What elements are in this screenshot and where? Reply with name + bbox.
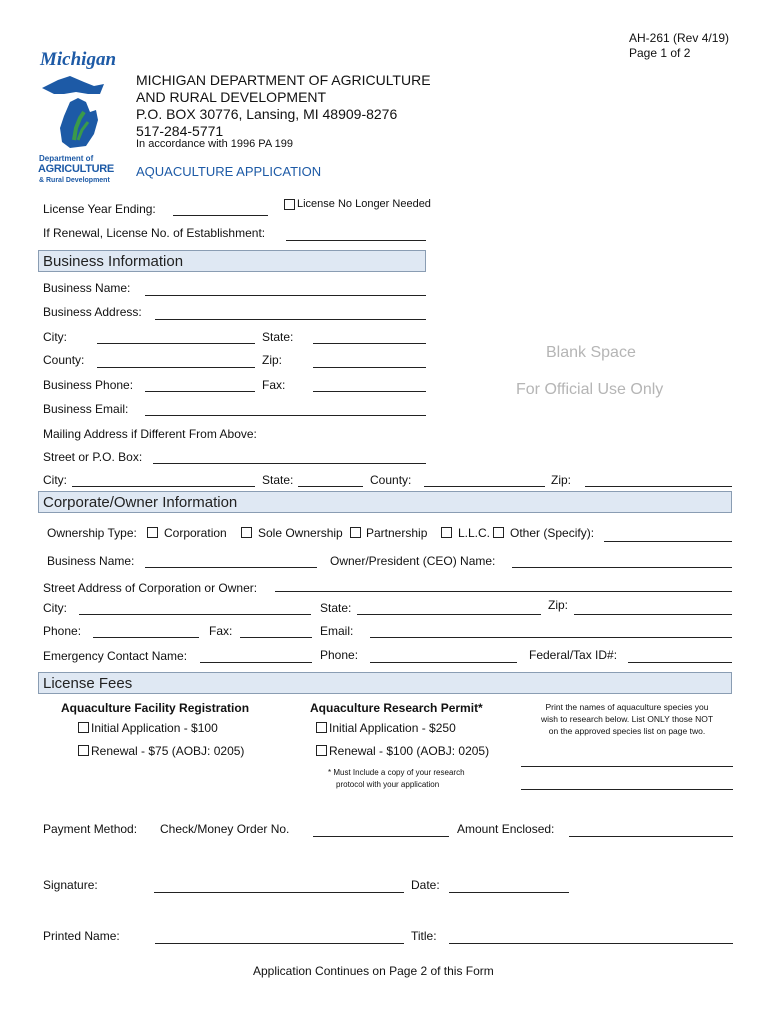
business-phone-field[interactable] [145, 391, 255, 392]
facility-initial-checkbox[interactable] [78, 722, 89, 733]
federal-tax-label: Federal/Tax ID#: [529, 648, 618, 662]
owner-name-label: Owner/President (CEO) Name: [330, 554, 496, 568]
ownership-type-label: Ownership Type: [47, 526, 137, 540]
license-no-longer-needed-checkbox[interactable] [284, 199, 295, 210]
other-checkbox[interactable] [493, 527, 504, 538]
research-initial-checkbox[interactable] [316, 722, 327, 733]
renewal-license-label: If Renewal, License No. of Establishment: [43, 226, 266, 240]
county-label: County: [43, 353, 85, 367]
corp-city-field[interactable] [79, 614, 311, 615]
county-field[interactable] [97, 367, 255, 368]
payment-method-label: Payment Method: [43, 822, 138, 836]
mailing-address-label: Mailing Address if Different From Above: [43, 427, 257, 441]
business-name-label: Business Name: [43, 281, 131, 295]
business-phone-label: Business Phone: [43, 378, 134, 392]
emergency-phone-field[interactable] [370, 662, 517, 663]
logo-agriculture-text: AGRICULTURE [38, 163, 114, 175]
corp-street-label: Street Address of Corporation or Owner: [43, 581, 258, 595]
llc-checkbox[interactable] [441, 527, 452, 538]
species-instr-line2: wish to research below. List ONLY those NOT [540, 714, 714, 724]
signature-label: Signature: [43, 878, 98, 892]
species-instructions [521, 701, 733, 737]
page-number: Page 1 of 2 [629, 46, 691, 60]
printed-name-field[interactable] [155, 943, 404, 944]
agency-line1: MICHIGAN DEPARTMENT OF AGRICULTURE [136, 72, 431, 88]
official-use-line2: For Official Use Only [516, 381, 664, 398]
species-field-1[interactable] [521, 766, 733, 767]
printed-name-label: Printed Name: [43, 929, 120, 943]
check-number-field[interactable] [313, 836, 449, 837]
corp-state-label: State: [320, 601, 352, 615]
logo-michigan-text: Michigan [40, 49, 117, 70]
corporation-checkbox[interactable] [147, 527, 158, 538]
corp-email-label: Email: [320, 624, 354, 638]
corporation-label: Corporation [164, 526, 227, 540]
facility-registration-title: Aquaculture Facility Registration [61, 701, 250, 715]
corp-street-field[interactable] [275, 591, 732, 592]
logo-rural-text: & Rural Development [39, 177, 110, 184]
fax-field[interactable] [313, 391, 426, 392]
check-money-order-label: Check/Money Order No. [160, 822, 290, 836]
street-po-label: Street or P.O. Box: [43, 450, 143, 464]
agency-line2: AND RURAL DEVELOPMENT [136, 89, 327, 105]
michigan-map-icon [40, 72, 120, 152]
business-name-field[interactable] [145, 295, 426, 296]
corp-zip-field[interactable] [574, 614, 732, 615]
corp-state-field[interactable] [357, 614, 541, 615]
date-field[interactable] [449, 892, 569, 893]
corp-fax-field[interactable] [240, 637, 312, 638]
corp-city-label: City: [43, 601, 67, 615]
sole-ownership-label: Sole Ownership [258, 526, 343, 540]
corp-zip-label: Zip: [548, 598, 569, 612]
mailing-state-label: State: [262, 473, 294, 487]
license-year-label: License Year Ending: [43, 202, 156, 216]
city-label: City: [43, 330, 67, 344]
corp-phone-label: Phone: [43, 624, 82, 638]
amount-enclosed-label: Amount Enclosed: [457, 822, 555, 836]
business-email-label: Business Email: [43, 402, 129, 416]
agency-block [136, 72, 431, 140]
business-email-field[interactable] [145, 415, 426, 416]
agency-phone: 517-284-5771 [136, 123, 224, 139]
corp-business-name-field[interactable] [145, 567, 317, 568]
form-title: AQUACULTURE APPLICATION [136, 164, 322, 179]
emergency-phone-label: Phone: [320, 648, 359, 662]
license-year-field[interactable] [173, 215, 268, 216]
street-po-field[interactable] [153, 463, 426, 464]
facility-renewal-checkbox[interactable] [78, 745, 89, 756]
research-note-line2: protocol with your application [336, 780, 440, 789]
corp-phone-field[interactable] [93, 637, 199, 638]
agency-address: P.O. BOX 30776, Lansing, MI 48909-8276 [136, 106, 398, 122]
official-use-line1: Blank Space [546, 344, 636, 361]
title-field[interactable] [449, 943, 733, 944]
agency-authority: In accordance with 1996 PA 199 [136, 138, 293, 150]
species-field-2[interactable] [521, 789, 733, 790]
research-initial-label: Initial Application - $250 [329, 721, 456, 735]
species-instr-line3: on the approved species list on page two. [548, 726, 706, 736]
research-permit-title: Aquaculture Research Permit* [310, 701, 483, 715]
partnership-label: Partnership [366, 526, 428, 540]
zip-label: Zip: [262, 353, 283, 367]
mailing-city-field[interactable] [72, 486, 255, 487]
zip-field[interactable] [313, 367, 426, 368]
business-info-header: Business Information [38, 250, 426, 272]
partnership-checkbox[interactable] [350, 527, 361, 538]
city-field[interactable] [97, 343, 255, 344]
business-address-field[interactable] [155, 319, 426, 320]
species-instr-line1: Print the names of aquaculture species you [545, 702, 709, 712]
footer-note: Application Continues on Page 2 of this Form [253, 964, 494, 978]
mailing-zip-field[interactable] [585, 486, 732, 487]
corp-fax-label: Fax: [209, 624, 233, 638]
llc-label: L.L.C. [458, 526, 491, 540]
emergency-contact-label: Emergency Contact Name: [43, 649, 188, 663]
state-field[interactable] [313, 343, 426, 344]
emergency-contact-field[interactable] [200, 662, 312, 663]
license-no-longer-needed-label: License No Longer Needed [297, 198, 431, 210]
state-label: State: [262, 330, 294, 344]
business-address-label: Business Address: [43, 305, 142, 319]
research-renewal-checkbox[interactable] [316, 745, 327, 756]
other-specify-field[interactable] [604, 541, 732, 542]
license-fees-header: License Fees [38, 672, 732, 694]
research-note-line1: * Must Include a copy of your research [328, 768, 465, 777]
date-label: Date: [411, 878, 440, 892]
mailing-county-label: County: [370, 473, 412, 487]
facility-renewal-label: Renewal - $75 (AOBJ: 0205) [91, 744, 245, 758]
renewal-license-field[interactable] [286, 240, 426, 241]
corp-email-field[interactable] [370, 637, 732, 638]
fax-label: Fax: [262, 378, 286, 392]
mdard-logo [34, 46, 126, 186]
federal-tax-field[interactable] [628, 662, 732, 663]
research-renewal-label: Renewal - $100 (AOBJ: 0205) [329, 744, 490, 758]
mailing-county-field[interactable] [424, 486, 545, 487]
amount-enclosed-field[interactable] [569, 836, 733, 837]
mailing-city-label: City: [43, 473, 67, 487]
mailing-zip-label: Zip: [551, 473, 572, 487]
owner-name-field[interactable] [512, 567, 732, 568]
sole-ownership-checkbox[interactable] [241, 527, 252, 538]
facility-initial-label: Initial Application - $100 [91, 721, 218, 735]
corporate-info-header: Corporate/Owner Information [38, 491, 732, 513]
corp-business-name-label: Business Name: [47, 554, 135, 568]
form-id: AH-261 (Rev 4/19) [629, 31, 730, 45]
title-label: Title: [411, 929, 437, 943]
logo-dept-text: Department of [39, 154, 94, 163]
other-label: Other (Specify): [510, 526, 595, 540]
mailing-state-field[interactable] [298, 486, 363, 487]
signature-field[interactable] [154, 892, 404, 893]
